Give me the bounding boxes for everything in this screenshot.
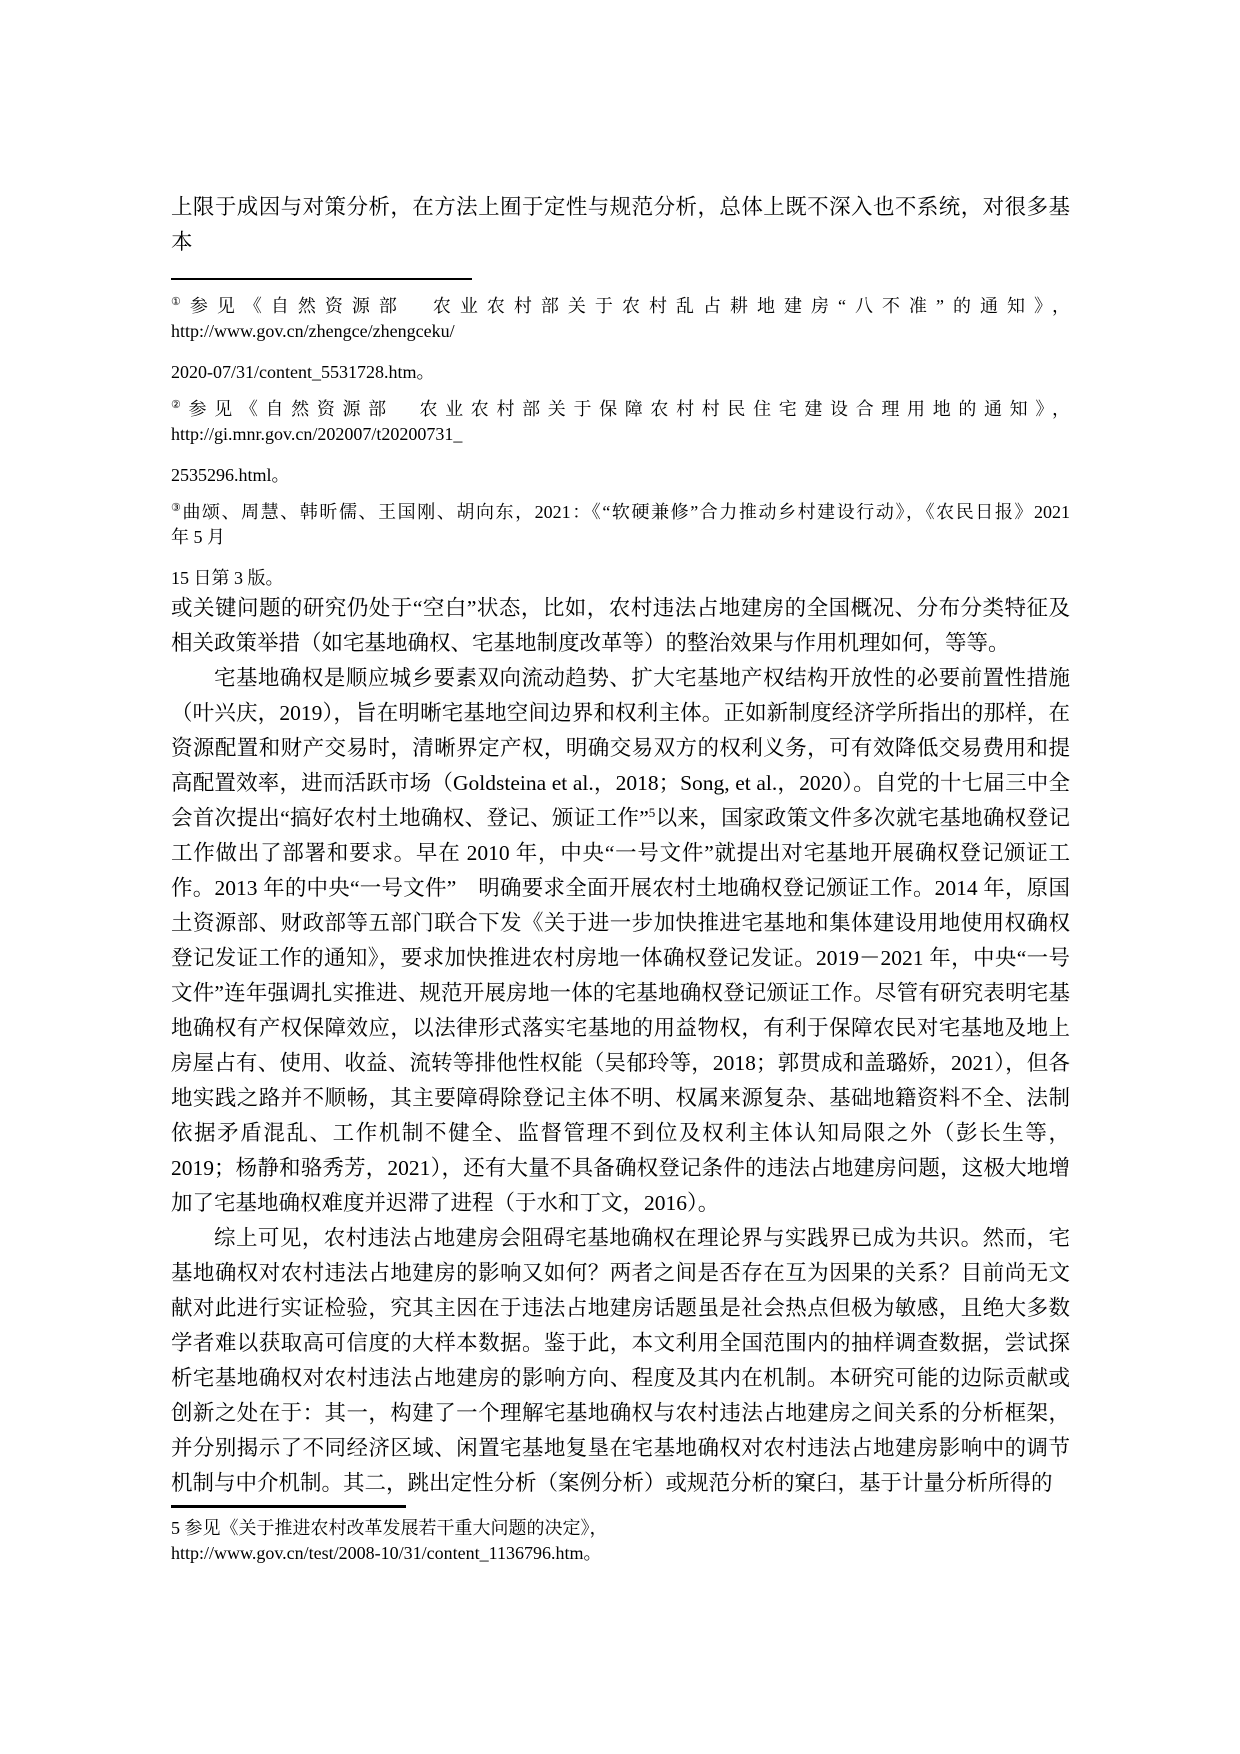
footnote-1-line1 [171,294,1070,319]
main-text [171,591,1070,1501]
footnote-2-url: http://gi.mnr.gov.cn/202007/t20200731_ [171,424,463,444]
footnote-2-url-continued: 2535296.html。 [171,465,290,485]
footnote-3-line2: 年 5 月 [171,527,225,547]
top-paragraph-fragment: 上限于成因与对策分析，在方法上囿于定性与规范分析，总体上既不深入也不系统，对很多基本 [171,195,1070,254]
footnote-5-marker: 5 [171,1518,180,1538]
body-paragraph-1-continued: 或关键问题的研究仍处于“空白”状态，比如，农村违法占地建房的全国概况、分布分类特征及相关政策举措（如宅基地确权、宅基地制度改革等）的整治效果与作用机理如何，等等。 [171,596,1070,655]
body-paragraph-2-text-continued: 以来，国家政策文件多次就宅基地确权登记工作做出了部署和要求。早在 2010 年，中央“一号文件”就提出对宅基地开展确权登记颁证工作。2013 年的中央“一号文件” 明确要求全面开展农村土地确权登记颁证工作。2014 年，原国土资源部、财政部等五部门联合下发《关于进一步加快推进宅基地和集体建设用地使用权确权登记发证工作的通知》，要求加快推进农村房地一体确权登记发证。2019－2021 年，中央“一号文件”连年强调扎实推进、规范开展房地一体的宅基地确权登记颁证工作。尽管有研究表明宅基地确权有产权保障效应，以法律形式落实宅基地的用益物权，有利于保障农民对宅基地及地上房屋占有、使用、收益、流转等排他性权能（吴郁玲等，2018；郭贯成和盖璐娇，2021），但各地实践之路并不顺畅，其主要障碍除登记主体不明、权属来源复杂、基础地籍资料不全、法制依据矛盾混乱、工作机制不健全、监督管理不到位及权利主体认知局限之外（彭长生等，2019；杨静和骆秀芳，2021），还有大量不具备确权登记条件的违法占地建房问题，这极大地增加了宅基地确权难度并迟滞了进程（于水和丁文，2016）。 [171,806,1070,1215]
footnote-5-url: http://www.gov.cn/test/2008-10/31/content_1136796.htm。 [171,1543,602,1563]
footnote-1-marker: ① [171,296,190,308]
page-content [171,190,1070,1566]
footnote-block [171,294,1070,591]
footnote-1-url-continued: 2020-07/31/content_5531728.htm。 [171,362,435,382]
body-paragraph-2-text: 宅基地确权是顺应城乡要素双向流动趋势、扩大宅基地产权结构开放性的必要前置性措施（叶兴庆，2019），旨在明晰宅基地空间边界和权利主体。正如新制度经济学所指出的那样，在资源配置和财产交易时，清晰界定产权，明确交易双方的权利义务，可有效降低交易费用和提高配置效率，进而活跃市场（Goldsteina et al.，2018；Song, et al.，2020）。自党的十七届三中全会首次提出“搞好农村土地确权、登记、颁证工作” [171,666,1070,830]
footnote-2 [171,397,1070,488]
footnote-1-url: http://www.gov.cn/zhengce/zhengceku/ [171,321,455,341]
footnote-2-text: 参见《自然资源部 农业农村部关于保障农村村民住宅建设合理用地的通知》， [188,399,1070,419]
footnote-separator-top [171,278,472,280]
footnote-separator-bottom [171,1505,406,1508]
footnote-2-line1 [171,397,1070,422]
footnote-3-line1 [171,500,1070,525]
footnote-2-marker: ② [171,399,189,411]
footnote-5-reference: 5 [648,804,656,820]
footnote-3 [171,500,1070,591]
footnote-3-marker: ③ [171,502,183,514]
footnote-3-line3: 15 日第 3 版。 [171,568,284,588]
footnote-5-text: 参见《关于推进农村改革发展若干重大问题的决定》， [184,1518,608,1538]
body-paragraph-2 [171,661,1070,1221]
footnote-3-text: 曲颂、周慧、韩昕儒、王国刚、胡向东，2021：《“软硬兼修”合力推动乡村建设行动》，《农民日报》2021 [182,502,1070,522]
footnote-1-text: 参见《自然资源部 农业农村部关于农村乱占耕地建房“八不准”的通知》， [189,296,1070,316]
footnote-5 [171,1516,1070,1566]
body-paragraph-3: 综上可见，农村违法占地建房会阻碍宅基地确权在理论界与实践界已成为共识。然而，宅基地确权对农村违法占地建房的影响又如何？两者之间是否存在互为因果的关系？目前尚无文献对此进行实证检验，究其主因在于违法占地建房话题虽是社会热点但极为敏感，且绝大多数学者难以获取高可信度的大样本数据。鉴于此，本文利用全国范围内的抽样调查数据，尝试探析宅基地确权对农村违法占地建房的影响方向、程度及其内在机制。本研究可能的边际贡献或创新之处在于：其一，构建了一个理解宅基地确权与农村违法占地建房之间关系的分析框架，并分别揭示了不同经济区域、闲置宅基地复垦在宅基地确权对农村违法占地建房影响中的调节机制与中介机制。其二，跳出定性分析（案例分析）或规范分析的窠臼，基于计量分析所得的 [171,1226,1070,1495]
footnote-5-line1 [171,1516,1070,1541]
footnote-1 [171,294,1070,385]
